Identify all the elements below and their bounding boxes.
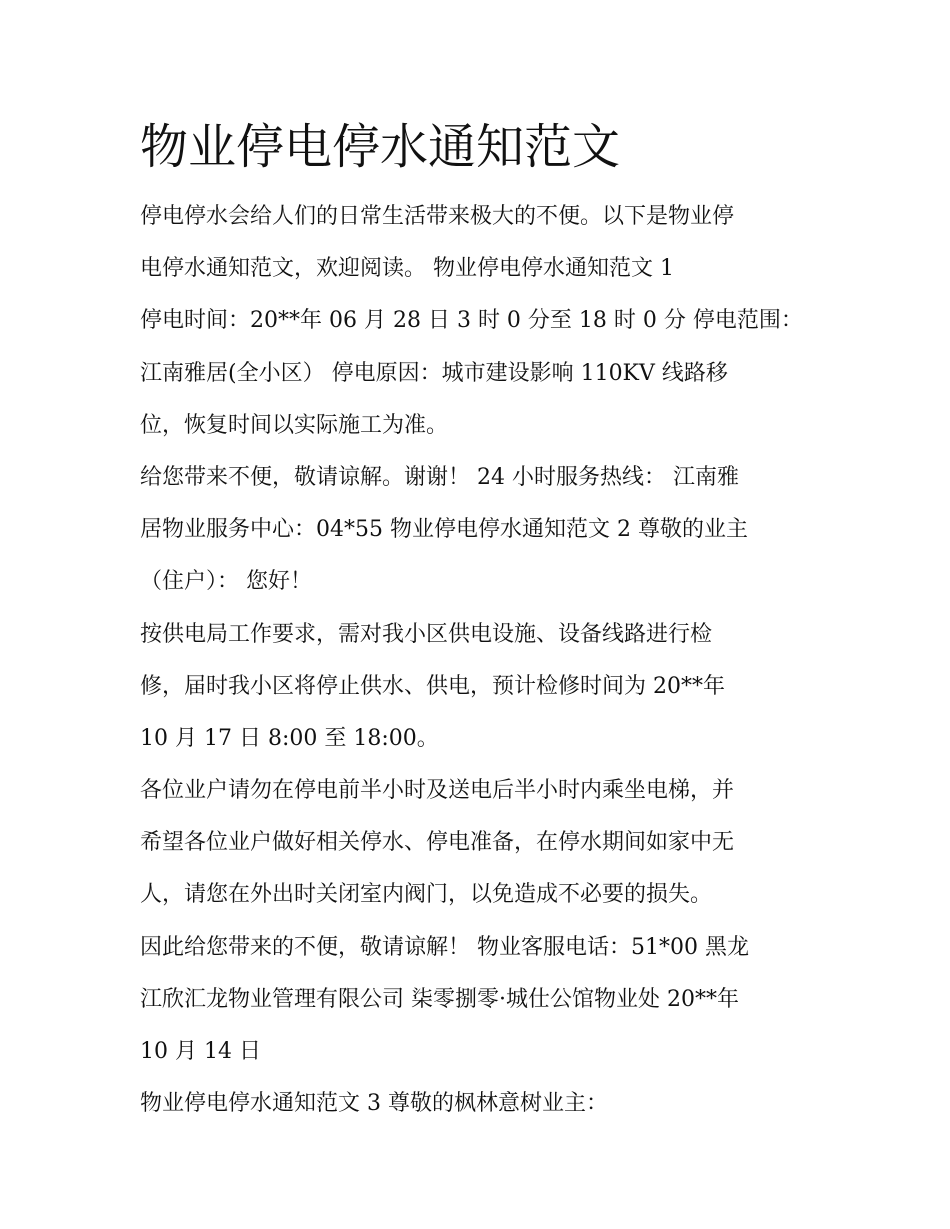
body-line: 10 月 14 日 bbox=[140, 1039, 261, 1064]
body-line: 人，请您在外出时关闭室内阀门，以免造成不必要的损失。 bbox=[140, 882, 713, 908]
body-line: 居物业服务中心：04*55 物业停电停水通知范文 2 尊敬的业主 bbox=[140, 517, 748, 543]
body-line: 江南雅居(全小区） 停电原因：城市建设影响 110KV 线路移 bbox=[140, 360, 728, 386]
document-title: 物业停电停水通知范文 bbox=[140, 119, 621, 175]
body-line: （住户）： 您好！ bbox=[140, 569, 312, 595]
body-line: 修，届时我小区将停止供水、供电，预计检修时间为 20**年 bbox=[140, 673, 725, 699]
body-line: 给您带来不便，敬请谅解。谢谢！ 24 小时服务热线： 江南雅 bbox=[140, 464, 739, 490]
body-line: 位，恢复时间以实际施工为准。 bbox=[140, 412, 449, 438]
body-line: 电停水通知范文，欢迎阅读。 物业停电停水通知范文 1 bbox=[140, 256, 674, 282]
body-line: 江欣汇龙物业管理有限公司 柒零捌零·城仕公馆物业处 20**年 bbox=[140, 986, 739, 1012]
body-line: 希望各位业户做好相关停水、停电准备，在停水期间如家中无 bbox=[140, 830, 735, 856]
body-line: 停电停水会给人们的日常生活带来极大的不便。以下是物业停 bbox=[140, 204, 735, 229]
body-line: 各位业户请勿在停电前半小时及送电后半小时内乘坐电梯，并 bbox=[140, 778, 735, 804]
body-line: 因此给您带来的不便，敬请谅解！ 物业客服电话：51*00 黑龙 bbox=[140, 934, 749, 960]
body-line: 10 月 17 日 8:00 至 18:00。 bbox=[140, 725, 439, 751]
body-line: 物业停电停水通知范文 3 尊敬的枫林意树业主： bbox=[140, 1091, 608, 1117]
body-line: 停电时间：20**年 06 月 28 日 3 时 0 分至 18 时 0 分 停电范围： bbox=[140, 308, 803, 334]
document-body bbox=[140, 191, 830, 1130]
body-line: 按供电局工作要求，需对我小区供电设施、设备线路进行检 bbox=[140, 621, 713, 647]
